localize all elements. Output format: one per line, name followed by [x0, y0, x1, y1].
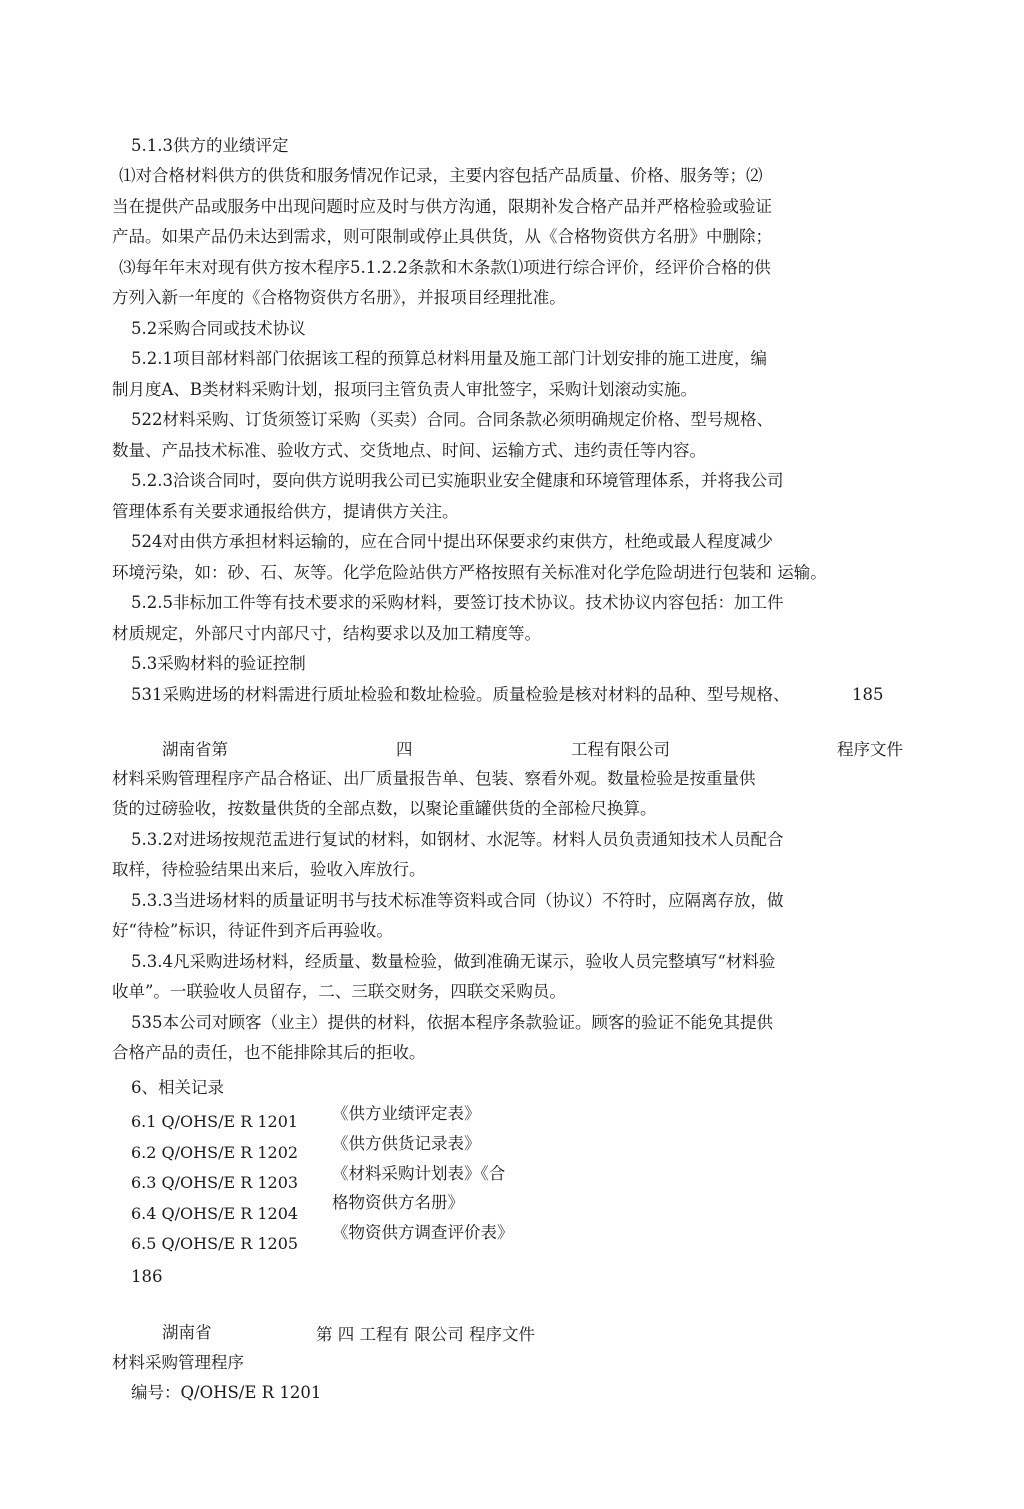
record-code: 6.3 Q/OHS/E R 1203 — [131, 1173, 299, 1192]
text-line: 当在提供产品或服务中出现问题时应及时与供方沟通，限期补发合格产品并严格检验或验证 — [112, 197, 772, 216]
text-line: 5.2.5非标加工件等有技术要求的采购材料，要签订技术协议。技术协议内容包括：加工件 — [131, 593, 784, 612]
record-code: 6.2 Q/OHS/E R 1202 — [131, 1143, 299, 1162]
text-line: 产品。如果产品仍未达到需求，则可限制或停止具供货，从《合格物资供方名册》中删除； — [112, 227, 772, 246]
text-line: 5.2.3洽谈合同吋，耍向供方说明我公司已实施职业安全健康和环境管理体系，并将我公司 — [131, 471, 784, 490]
text-line: 取样，待检验结果出来后，验收入库放行。 — [112, 860, 426, 879]
text-line: 5.3.2对进场按规范盂进行复试的材料，如钢材、水泥等。材料人员负责通知技术人员配合 — [131, 830, 784, 849]
header-company-prefix: 湖南省第 — [162, 740, 228, 759]
record-title: 格物资供方名册》 — [332, 1193, 464, 1212]
text-line: 5.3.4凡采购进场材料，经质量、数量检验，做到准确无谋示，验收人员完整填写“材料验 — [131, 952, 776, 971]
page-number: 185 — [852, 685, 884, 704]
page-number: 186 — [131, 1267, 163, 1286]
text-line: 环境污染，如：砂、石、灰等。化学危险站供方严格按照有关标准对化学危险胡进行包装和 运输。 — [112, 563, 827, 582]
text-line: 531采购进场的材料需进行质址检验和数址检验。质量检验是核对材料的品种、型号规格、 — [131, 685, 790, 704]
header-company-suffix: 工程有限公司 — [571, 740, 670, 759]
text-line: 数量、产品技术标准、验收方式、交货地点、时间、运输方式、违约责任等内容。 — [112, 441, 706, 460]
text-line: 5.3.3当进场材料的质量证明书与技术标准等资料或合同（协议）不符时，应隔离存放，做 — [131, 891, 784, 910]
header-company-rest: 第 四 工程有 限公司 程序文件 — [316, 1325, 535, 1344]
text-line: 524对由供方承担材料运输的，应在合同屮提出环保要求约束供方，杜绝或最人程度减少 — [131, 532, 773, 551]
text-line: 5.3采购材料的验证控制 — [131, 654, 306, 673]
record-code: 6.4 Q/OHS/E R 1204 — [131, 1204, 299, 1223]
document-title: 材料采购管理程序 — [112, 1353, 244, 1372]
record-title: 《供方业绩评定表》 — [332, 1104, 481, 1123]
text-line: 522材料采购、订货须签订采购（买卖）合同。合同条款必须明确规定价格、型号规格、 — [131, 410, 773, 429]
text-line: 方列入新一年度的《合格物资供方名册》，并报项目经理批准。 — [112, 288, 566, 307]
text-line: 制月度A、B类材料采购计划，报项冃主管负责人审批签字，采购计划滚动实施。 — [112, 380, 698, 399]
text-line: 材质规定，外部尺寸内部尺寸，结构要求以及加工精度等。 — [112, 624, 541, 643]
text-line: 合格产品的责任，也不能排除其后的拒收。 — [112, 1043, 426, 1062]
text-line: 管理体系有关要求通报给供方，提请供方关注。 — [112, 502, 459, 521]
record-title: 《物资供方调查评价表》 — [332, 1223, 514, 1242]
text-line: ⑶每年年末对现有供方按木程序5.1.2.2条款和木条款⑴项进行综合评价，经评价合格的供 — [119, 258, 771, 277]
record-title: 《材料采购计划表》《合 — [332, 1164, 506, 1183]
text-line: ⑴对合格材料供方的供货和服务情况作记录，主要内容包括产品质量、价格、服务等；⑵ — [119, 166, 763, 185]
section-heading: 6、相关记录 — [131, 1078, 224, 1097]
text-line: 5.1.3供方的业绩评定 — [131, 136, 289, 155]
document-number: 编号：Q/OHS/E R 1201 — [131, 1383, 322, 1402]
record-code: 6.5 Q/OHS/E R 1205 — [131, 1234, 299, 1253]
text-line: 好“待检”标识，待证件到齐后再验收。 — [112, 921, 393, 940]
text-line: 货的过磅验收，按数量供货的全部点数，以聚论重罐供货的全部检尺换算。 — [112, 799, 657, 818]
header-doc-type: 程序文件 — [837, 740, 903, 759]
text-line: 5.2.1项目部材料部门依据该工程的预算总材料用量及施工部门计划安排的施工进度，编 — [131, 349, 767, 368]
text-line: 材料采购管理程序产品合格证、出厂质量报告单、包装、察看外观。数量检验是按重量供 — [112, 769, 756, 788]
text-line: 收单”。一联验收人员留存，二、三联交财务，四联交采购员。 — [112, 982, 566, 1001]
record-title: 《供方供货记录表》 — [332, 1134, 481, 1153]
header-company-prefix: 湖南省 — [162, 1323, 212, 1342]
header-company-number: 四 — [396, 740, 413, 759]
text-line: 5.2采购合同或技术协议 — [131, 319, 306, 338]
text-line: 535本公司对顾客（业主）提供的材料，依据本程序条款验证。顾客的验证不能免其提供 — [131, 1013, 773, 1032]
record-code: 6.1 Q/OHS/E R 1201 — [131, 1112, 299, 1131]
